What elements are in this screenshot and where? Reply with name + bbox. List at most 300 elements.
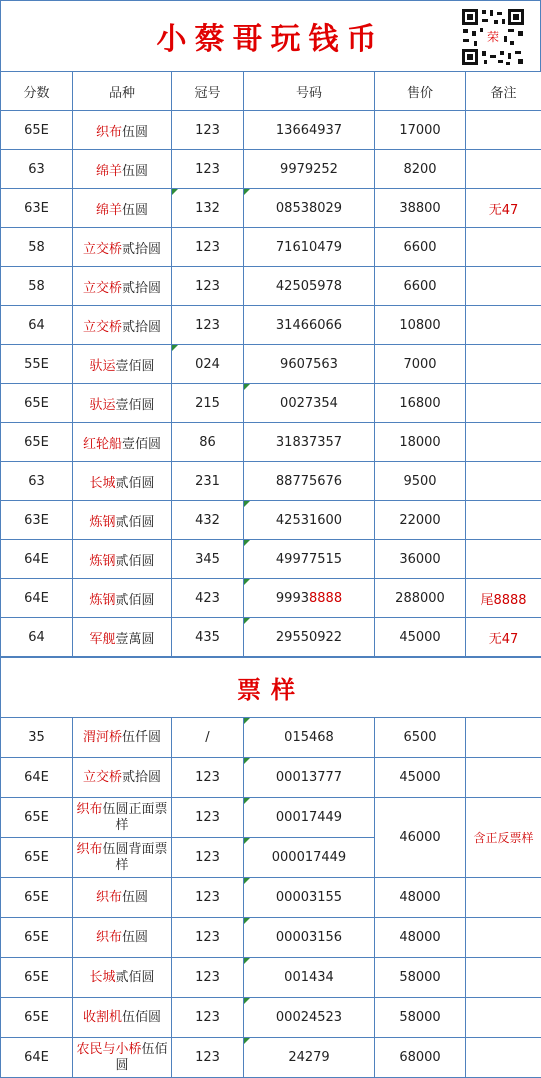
- variety-name: 炼钢: [89, 554, 115, 569]
- listing-table: [0, 71, 541, 1078]
- number-cell: [244, 384, 375, 423]
- variety-denomination: 伍佰圆: [122, 1010, 161, 1025]
- serial-number: 9993: [276, 591, 309, 606]
- cell-marker: [244, 501, 250, 507]
- score-cell: [1, 306, 73, 345]
- prefix-value: 123: [195, 318, 220, 333]
- price-cell: [375, 618, 466, 658]
- price-cell: [375, 111, 466, 150]
- table-row: [1, 878, 541, 918]
- prefix-value: 123: [195, 930, 220, 945]
- note-cell: [466, 189, 541, 228]
- cell-marker: [244, 878, 250, 884]
- score-value: 64E: [24, 770, 49, 785]
- prefix-cell: [172, 1038, 244, 1078]
- serial-number: 42531600: [276, 513, 342, 528]
- number-cell: [244, 111, 375, 150]
- variety-cell: [73, 878, 172, 918]
- prefix-value: 132: [195, 201, 220, 216]
- table-row: [1, 150, 541, 189]
- variety-cell: [73, 798, 172, 838]
- table-row: [1, 228, 541, 267]
- cell-marker: [244, 718, 250, 724]
- price-value: 45000: [399, 630, 440, 645]
- prefix-value: 215: [195, 396, 220, 411]
- table-row: [1, 718, 541, 758]
- svg-text:荣: 荣: [487, 29, 499, 44]
- note-cell: [466, 918, 541, 958]
- table-row: [1, 189, 541, 228]
- prefix-value: /: [205, 730, 209, 745]
- variety-name: 驮运: [89, 398, 115, 413]
- variety-name: 农民与小桥: [76, 1042, 141, 1057]
- variety-cell: [73, 998, 172, 1038]
- number-cell: [244, 798, 375, 838]
- score-value: 63: [28, 474, 45, 489]
- variety-denomination: 贰佰圆: [116, 593, 155, 608]
- price-value: 46000: [399, 830, 440, 845]
- price-value: 8200: [403, 162, 436, 177]
- table-row: [1, 423, 541, 462]
- variety-name: 收割机: [83, 1010, 122, 1025]
- price-value: 48000: [399, 930, 440, 945]
- variety-cell: [73, 150, 172, 189]
- variety-denomination: 贰拾圆: [122, 281, 161, 296]
- table-row: [1, 918, 541, 958]
- variety-denomination: 贰佰圆: [116, 515, 155, 530]
- score-cell: [1, 228, 73, 267]
- prefix-value: 123: [195, 770, 220, 785]
- score-cell: [1, 579, 73, 618]
- variety-denomination: 伍圆: [122, 203, 148, 218]
- price-value: 36000: [399, 552, 440, 567]
- price-value: 22000: [399, 513, 440, 528]
- prefix-value: 432: [195, 513, 220, 528]
- note-cell: [466, 1038, 541, 1078]
- score-value: 65E: [24, 1010, 49, 1025]
- variety-denomination: 伍圆: [122, 890, 148, 905]
- prefix-value: 123: [195, 123, 220, 138]
- number-cell: [244, 189, 375, 228]
- prefix-value: 123: [195, 850, 220, 865]
- note-cell: [466, 228, 541, 267]
- score-cell: [1, 838, 73, 878]
- serial-number: 31837357: [276, 435, 342, 450]
- serial-number: 88775676: [276, 474, 342, 489]
- serial-number: 0027354: [280, 396, 338, 411]
- score-value: 58: [28, 279, 45, 294]
- price-cell: [375, 758, 466, 798]
- price-cell: [375, 228, 466, 267]
- prefix-cell: [172, 758, 244, 798]
- serial-number: 24279: [288, 1050, 329, 1065]
- variety-name: 绵羊: [96, 203, 122, 218]
- header-note: 备注: [466, 72, 541, 111]
- variety-cell: [73, 267, 172, 306]
- price-value: 58000: [399, 970, 440, 985]
- score-value: 65E: [24, 396, 49, 411]
- note-cell: [466, 267, 541, 306]
- variety-cell: [73, 618, 172, 658]
- variety-name: 军舰: [89, 632, 115, 647]
- table-row: [1, 758, 541, 798]
- number-cell: [244, 150, 375, 189]
- cell-marker: [244, 384, 250, 390]
- variety-denomination: 伍圆正面票样: [103, 802, 168, 833]
- variety-name: 长城: [89, 970, 115, 985]
- price-cell: [375, 462, 466, 501]
- variety-name: 织布: [96, 930, 122, 945]
- score-cell: [1, 798, 73, 838]
- serial-number: 00013777: [276, 770, 342, 785]
- number-cell: [244, 918, 375, 958]
- prefix-cell: [172, 958, 244, 998]
- note-cell: [466, 618, 541, 658]
- prefix-cell: [172, 306, 244, 345]
- number-cell: [244, 423, 375, 462]
- number-cell: [244, 998, 375, 1038]
- prefix-value: 231: [195, 474, 220, 489]
- variety-name: 立交桥: [83, 320, 122, 335]
- score-value: 65E: [24, 810, 49, 825]
- prefix-cell: [172, 718, 244, 758]
- table-row: [1, 998, 541, 1038]
- score-value: 65E: [24, 970, 49, 985]
- cell-marker: [172, 189, 178, 195]
- note-cell: [466, 306, 541, 345]
- price-cell: [375, 958, 466, 998]
- prefix-cell: [172, 798, 244, 838]
- score-cell: [1, 462, 73, 501]
- note-cell: [466, 384, 541, 423]
- cell-marker: [244, 838, 250, 844]
- number-cell: [244, 618, 375, 658]
- variety-name: 立交桥: [83, 242, 122, 257]
- table-row: [1, 618, 541, 658]
- cell-marker: [172, 345, 178, 351]
- score-value: 64E: [24, 591, 49, 606]
- price-value: 48000: [399, 890, 440, 905]
- score-cell: [1, 1038, 73, 1078]
- prefix-value: 86: [199, 435, 216, 450]
- cell-marker: [244, 958, 250, 964]
- score-cell: [1, 718, 73, 758]
- table-row: [1, 267, 541, 306]
- table-row: [1, 540, 541, 579]
- note-cell: [466, 998, 541, 1038]
- number-cell: [244, 345, 375, 384]
- price-cell: [375, 878, 466, 918]
- table-row: [1, 1038, 541, 1078]
- variety-cell: [73, 718, 172, 758]
- variety-denomination: 伍仟圆: [122, 730, 161, 745]
- serial-number: 13664937: [276, 123, 342, 138]
- note-value: 无47: [489, 203, 519, 218]
- score-cell: [1, 501, 73, 540]
- price-cell: [375, 189, 466, 228]
- variety-name: 立交桥: [83, 281, 122, 296]
- price-value: 288000: [395, 591, 445, 606]
- variety-denomination: 伍圆背面票样: [103, 842, 168, 873]
- prefix-value: 024: [195, 357, 220, 372]
- number-cell: [244, 306, 375, 345]
- serial-number: 42505978: [276, 279, 342, 294]
- cell-marker: [244, 1038, 250, 1044]
- serial-number-highlight: 8888: [309, 591, 342, 606]
- variety-name: 炼钢: [89, 593, 115, 608]
- score-cell: [1, 998, 73, 1038]
- number-cell: [244, 228, 375, 267]
- prefix-value: 123: [195, 970, 220, 985]
- variety-denomination: 贰佰圆: [116, 554, 155, 569]
- variety-denomination: 贰佰圆: [116, 476, 155, 491]
- prefix-cell: [172, 618, 244, 658]
- variety-name: 绵羊: [96, 164, 122, 179]
- score-cell: [1, 758, 73, 798]
- prefix-cell: [172, 345, 244, 384]
- header-prefix: 冠号: [172, 72, 244, 111]
- cell-marker: [244, 540, 250, 546]
- variety-cell: [73, 838, 172, 878]
- variety-cell: [73, 384, 172, 423]
- variety-denomination: 壹佰圆: [116, 398, 155, 413]
- serial-number: 29550922: [276, 630, 342, 645]
- price-value: 68000: [399, 1050, 440, 1065]
- note-cell: [466, 718, 541, 758]
- header-score: 分数: [1, 72, 73, 111]
- price-value: 17000: [399, 123, 440, 138]
- variety-cell: [73, 423, 172, 462]
- price-cell: [375, 918, 466, 958]
- variety-denomination: 壹佰圆: [116, 359, 155, 374]
- prefix-cell: [172, 838, 244, 878]
- serial-number: 71610479: [276, 240, 342, 255]
- variety-name: 红轮船: [83, 437, 122, 452]
- prefix-cell: [172, 267, 244, 306]
- prefix-value: 123: [195, 1010, 220, 1025]
- variety-denomination: 壹佰圆: [122, 437, 161, 452]
- prefix-value: 123: [195, 162, 220, 177]
- score-value: 63: [28, 162, 45, 177]
- note-cell: [466, 345, 541, 384]
- variety-cell: [73, 918, 172, 958]
- score-value: 65E: [24, 123, 49, 138]
- note-cell: [466, 958, 541, 998]
- variety-cell: [73, 228, 172, 267]
- variety-denomination: 伍圆: [122, 930, 148, 945]
- variety-name: 织布: [76, 842, 102, 857]
- score-cell: [1, 150, 73, 189]
- score-value: 63E: [24, 201, 49, 216]
- price-value: 6500: [403, 730, 436, 745]
- score-value: 64: [28, 318, 45, 333]
- variety-name: 长城: [89, 476, 115, 491]
- table-row: [1, 501, 541, 540]
- header-variety: 品种: [73, 72, 172, 111]
- serial-number: 015468: [284, 730, 334, 745]
- score-value: 58: [28, 240, 45, 255]
- price-cell: [375, 345, 466, 384]
- prefix-cell: [172, 384, 244, 423]
- table-row: [1, 462, 541, 501]
- price-cell: [375, 306, 466, 345]
- note-cell: [466, 540, 541, 579]
- variety-name: 织布: [76, 802, 102, 817]
- cell-marker: [244, 998, 250, 1004]
- prefix-cell: [172, 111, 244, 150]
- score-value: 35: [28, 730, 45, 745]
- table-row: [1, 111, 541, 150]
- note-cell: [466, 758, 541, 798]
- cell-marker: [244, 798, 250, 804]
- prefix-cell: [172, 998, 244, 1038]
- prefix-cell: [172, 462, 244, 501]
- qr-code-icon: [460, 7, 526, 67]
- title-bar: [0, 0, 541, 71]
- price-value: 6600: [403, 240, 436, 255]
- variety-cell: [73, 345, 172, 384]
- prefix-cell: [172, 878, 244, 918]
- number-cell: [244, 579, 375, 618]
- serial-number: 00017449: [276, 810, 342, 825]
- note-cell: [466, 111, 541, 150]
- table-row: [1, 579, 541, 618]
- score-cell: [1, 111, 73, 150]
- table-row: [1, 345, 541, 384]
- variety-name: 织布: [96, 890, 122, 905]
- variety-denomination: 贰佰圆: [116, 970, 155, 985]
- score-cell: [1, 189, 73, 228]
- score-cell: [1, 918, 73, 958]
- price-cell: [375, 267, 466, 306]
- prefix-cell: [172, 540, 244, 579]
- price-cell: [375, 150, 466, 189]
- price-value: 9500: [403, 474, 436, 489]
- number-cell: [244, 838, 375, 878]
- variety-cell: [73, 111, 172, 150]
- note-value: 含正反票样: [473, 831, 533, 845]
- score-cell: [1, 267, 73, 306]
- number-cell: [244, 718, 375, 758]
- number-cell: [244, 267, 375, 306]
- price-cell: [375, 998, 466, 1038]
- variety-cell: [73, 579, 172, 618]
- serial-number: 00003156: [276, 930, 342, 945]
- price-value: 38800: [399, 201, 440, 216]
- variety-denomination: 壹萬圆: [116, 632, 155, 647]
- price-cell: [375, 798, 466, 878]
- serial-number: 49977515: [276, 552, 342, 567]
- prefix-cell: [172, 228, 244, 267]
- score-value: 64E: [24, 1050, 49, 1065]
- price-value: 16800: [399, 396, 440, 411]
- variety-cell: [73, 501, 172, 540]
- note-value: 尾8888: [480, 593, 526, 608]
- variety-cell: [73, 958, 172, 998]
- number-cell: [244, 501, 375, 540]
- prefix-value: 423: [195, 591, 220, 606]
- prefix-value: 123: [195, 240, 220, 255]
- serial-number: 31466066: [276, 318, 342, 333]
- score-value: 63E: [24, 513, 49, 528]
- cell-marker: [244, 579, 250, 585]
- score-cell: [1, 540, 73, 579]
- price-value: 6600: [403, 279, 436, 294]
- score-value: 65E: [24, 850, 49, 865]
- score-value: 64: [28, 630, 45, 645]
- variety-cell: [73, 306, 172, 345]
- score-cell: [1, 423, 73, 462]
- cell-marker: [244, 189, 250, 195]
- price-value: 45000: [399, 770, 440, 785]
- score-cell: [1, 878, 73, 918]
- note-value: 无47: [489, 632, 519, 647]
- number-cell: [244, 1038, 375, 1078]
- prefix-value: 123: [195, 810, 220, 825]
- cell-marker: [244, 918, 250, 924]
- section-title-specimen: 票样: [1, 657, 541, 718]
- note-cell: [466, 423, 541, 462]
- price-value: 58000: [399, 1010, 440, 1025]
- price-value: 7000: [403, 357, 436, 372]
- variety-denomination: 伍佰圆: [115, 1042, 167, 1073]
- prefix-cell: [172, 423, 244, 462]
- number-cell: [244, 758, 375, 798]
- number-cell: [244, 958, 375, 998]
- score-value: 55E: [24, 357, 49, 372]
- score-cell: [1, 958, 73, 998]
- serial-number: 08538029: [276, 201, 342, 216]
- page-title: 小蔡哥玩钱币: [157, 14, 385, 58]
- header-number: 号码: [244, 72, 375, 111]
- variety-denomination: 伍圆: [122, 125, 148, 140]
- price-value: 10800: [399, 318, 440, 333]
- score-cell: [1, 618, 73, 658]
- serial-number: 00003155: [276, 890, 342, 905]
- cell-marker: [244, 758, 250, 764]
- header-row: [1, 72, 541, 111]
- price-cell: [375, 540, 466, 579]
- note-cell: [466, 462, 541, 501]
- table-row: [1, 306, 541, 345]
- note-cell: [466, 878, 541, 918]
- note-cell: [466, 579, 541, 618]
- serial-number: 001434: [284, 970, 334, 985]
- variety-cell: [73, 758, 172, 798]
- header-price: 售价: [375, 72, 466, 111]
- variety-name: 立交桥: [83, 770, 122, 785]
- prefix-cell: [172, 918, 244, 958]
- prefix-value: 123: [195, 279, 220, 294]
- price-cell: [375, 384, 466, 423]
- prefix-value: 123: [195, 1050, 220, 1065]
- variety-cell: [73, 1038, 172, 1078]
- number-cell: [244, 462, 375, 501]
- prefix-cell: [172, 501, 244, 540]
- price-cell: [375, 423, 466, 462]
- variety-name: 织布: [96, 125, 122, 140]
- variety-name: 渭河桥: [83, 730, 122, 745]
- score-value: 65E: [24, 930, 49, 945]
- table-row: [1, 798, 541, 838]
- price-cell: [375, 718, 466, 758]
- variety-denomination: 伍圆: [122, 164, 148, 179]
- variety-name: 驮运: [89, 359, 115, 374]
- variety-denomination: 贰拾圆: [122, 320, 161, 335]
- serial-number: 000017449: [272, 850, 346, 865]
- score-value: 65E: [24, 890, 49, 905]
- note-cell: [466, 798, 541, 878]
